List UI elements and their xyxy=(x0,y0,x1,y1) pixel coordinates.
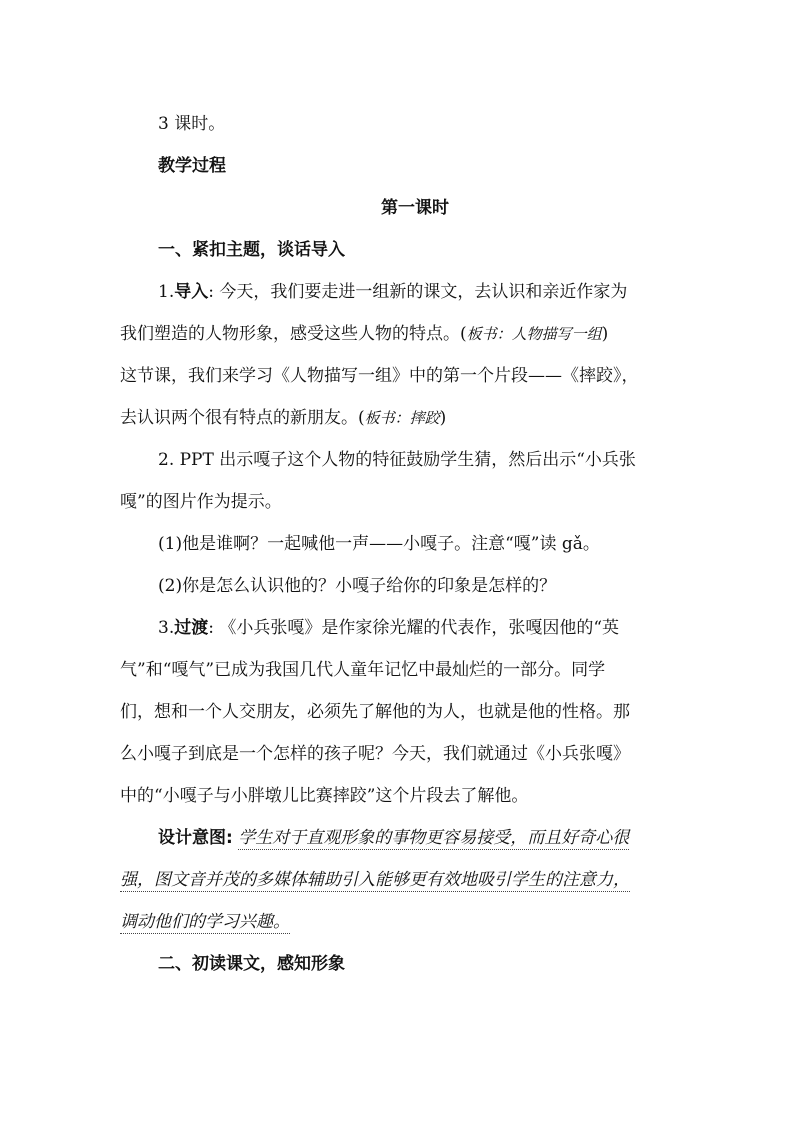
p1-label: 导入 xyxy=(174,282,209,302)
p2-line2: 嘎”的图片作为提示。 xyxy=(120,492,282,512)
p3-prefix: 3. xyxy=(158,618,175,638)
p1-line1 xyxy=(158,280,627,304)
p1-prefix: 1. xyxy=(158,282,175,302)
p1-line4-text: 去认识两个很有特点的新朋友。( xyxy=(120,408,365,428)
design-intent-label: 设计意图: xyxy=(158,828,233,848)
p3-line5: 中的“小嘎子与小胖墩儿比赛摔跤”这个片段去了解他。 xyxy=(120,786,529,806)
board-note-1: 板书：人物描写一组 xyxy=(466,325,602,343)
p1-line1-text: : 今天，我们要走进一组新的课文，去认识和亲近作家为 xyxy=(208,282,628,302)
design-intent-line3 xyxy=(120,910,290,934)
teaching-process-heading: 教学过程 xyxy=(158,156,226,176)
p3-line3: 们，想和一个人交朋友，必须先了解他的为人，也就是他的性格。那 xyxy=(120,702,630,722)
p1-line4-end: ) xyxy=(439,408,447,428)
p3-line1 xyxy=(158,616,619,640)
design-intent-text3: 调动他们的学习兴趣。 xyxy=(120,912,290,932)
p1-line2-end: ) xyxy=(601,324,609,344)
board-note-2: 板书：摔跤 xyxy=(364,409,440,427)
question-1: (1)他是谁啊？一起喊他一声——小嘎子。注意“嘎”读 gǎ。 xyxy=(158,534,600,554)
design-intent-line2 xyxy=(120,868,630,892)
design-intent-text2: 强，图文音并茂的多媒体辅助引入能够更有效地吸引学生的注意力， xyxy=(120,870,630,890)
design-intent-text1: 学生对于直观形象的事物更容易接受，而且好奇心很 xyxy=(238,828,630,848)
p3-line1-text: : 《小兵张嘎》是作家徐光耀的代表作，张嘎因他的“英 xyxy=(208,618,620,638)
p2-line1: 2. PPT 出示嘎子这个人物的特征鼓励学生猜，然后出示“小兵张 xyxy=(158,450,636,470)
section2-heading: 二、初读课文，感知形象 xyxy=(158,954,345,974)
p1-line4 xyxy=(120,406,446,430)
design-intent-line1 xyxy=(158,826,629,850)
p3-line2: 气”和“嘎气”已成为我国几代人童年记忆中最灿烂的一部分。同学 xyxy=(120,660,606,680)
p1-line2-text: 我们塑造的人物形象，感受这些人物的特点。( xyxy=(120,324,467,344)
p3-label: 过渡 xyxy=(174,618,209,638)
first-lesson-heading: 第一课时 xyxy=(381,198,449,218)
lesson-count-text: 3 课时。 xyxy=(158,114,226,134)
p3-line4: 么小嘎子到底是一个怎样的孩子呢？今天，我们就通过《小兵张嘎》 xyxy=(120,744,630,764)
p1-line2 xyxy=(120,322,608,346)
section1-heading: 一、紧扣主题，谈话导入 xyxy=(158,240,345,260)
p1-line3: 这节课，我们来学习《人物描写一组》中的第一个片段——《摔跤》， xyxy=(120,366,639,386)
question-2: (2)你是怎么认识他的？小嘎子给你的印象是怎样的？ xyxy=(158,576,557,596)
